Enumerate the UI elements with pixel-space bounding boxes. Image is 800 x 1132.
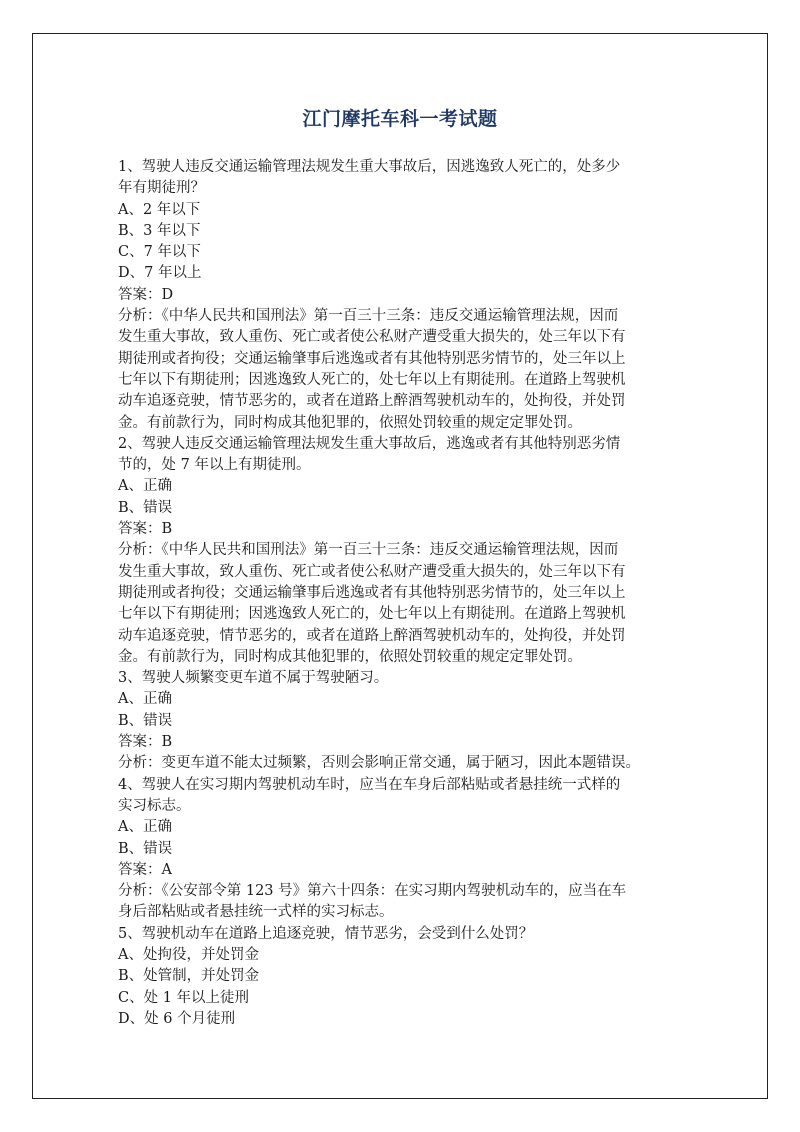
text-line: A、2 年以下 [118,201,201,218]
text-line: 实习标志。 [118,797,191,814]
text-line: B、错误 [118,840,173,857]
text-line: 身后部粘贴或者悬挂统一式样的实习标志。 [118,904,394,921]
text-line: C、7 年以下 [118,244,201,261]
text-line: C、处 1 年以上徒刑 [118,989,250,1006]
text-line: 答案：B [118,521,173,538]
text-line: 分析：变更车道不能太过频繁，否则会影响正常交通，属于陋习，因此本题错误。 [118,755,640,772]
text-line: 5、驾驶机动车在道路上追逐竞驶，情节恶劣，会受到什么处罚？ [118,925,534,942]
text-line: B、错误 [118,712,173,729]
text-line: 动车追逐竞驶，情节恶劣的，或者在道路上醉酒驾驶机动车的，处拘役，并处罚 [118,393,626,410]
text-line: 分析：《公安部令第 123 号》第六十四条：在实习期内驾驶机动车的，应当在车 [118,883,627,900]
text-line: B、3 年以下 [118,222,201,239]
question-content [118,157,684,1030]
text-line: 4、驾驶人在实习期内驾驶机动车时，应当在车身后部粘贴或者悬挂统一式样的 [118,776,621,793]
text-line: 动车追逐竞驶，情节恶劣的，或者在道路上醉酒驾驶机动车的，处拘役，并处罚 [118,627,626,644]
text-line: 答案：B [118,734,173,751]
text-line: 发生重大事故，致人重伤、死亡或者使公私财产遭受重大损失的，处三年以下有 [118,563,626,580]
text-line: A、处拘役，并处罚金 [118,946,259,963]
text-line: 答案：A [118,861,172,878]
text-line: B、处管制，并处罚金 [118,968,260,985]
text-line: 七年以下有期徒刑；因逃逸致人死亡的，处七年以上有期徒刑。在道路上驾驶机 [118,606,626,623]
text-line: 1、驾驶人违反交通运输管理法规发生重大事故后，因逃逸致人死亡的，处多少 [118,159,621,175]
text-line: D、7 年以上 [118,265,202,282]
text-line: 期徒刑或者拘役；交通运输肇事后逃逸或者有其他特别恶劣情节的，处三年以上 [118,350,626,367]
text-line: 期徒刑或者拘役；交通运输肇事后逃逸或者有其他特别恶劣情节的，处三年以上 [118,584,626,601]
text-line: 发生重大事故，致人重伤、死亡或者使公私财产遭受重大损失的，处三年以下有 [118,329,626,346]
text-line: 分析：《中华人民共和国刑法》第一百三十三条：违反交通运输管理法规，因而 [118,308,619,325]
document-title: 江门摩托车科一考试题 [302,108,498,130]
text-line: 2、驾驶人违反交通运输管理法规发生重大事故后，逃逸或者有其他特别恶劣情 [118,435,621,452]
text-line: 3、驾驶人频繁变更车道不属于驾驶陋习。 [118,670,389,687]
text-line: B、错误 [118,499,173,516]
text-line: A、正确 [118,478,172,495]
text-line: 分析：《中华人民共和国刑法》第一百三十三条：违反交通运输管理法规，因而 [118,542,619,559]
text-line: D、处 6 个月徒刑 [118,1010,236,1027]
text-line: A、正确 [118,691,172,708]
text-line: 节的，处 7 年以上有期徒刑。 [118,457,311,474]
text-line: 年有期徒刑？ [118,180,205,197]
text-line: 金。有前款行为，同时构成其他犯罪的，依照处罚较重的规定定罪处罚。 [118,648,582,665]
text-line: A、正确 [118,819,172,836]
text-line: 答案：D [118,286,174,303]
text-line: 七年以下有期徒刑；因逃逸致人死亡的，处七年以上有期徒刑。在道路上驾驶机 [118,371,626,388]
text-line: 金。有前款行为，同时构成其他犯罪的，依照处罚较重的规定定罪处罚。 [118,414,582,431]
